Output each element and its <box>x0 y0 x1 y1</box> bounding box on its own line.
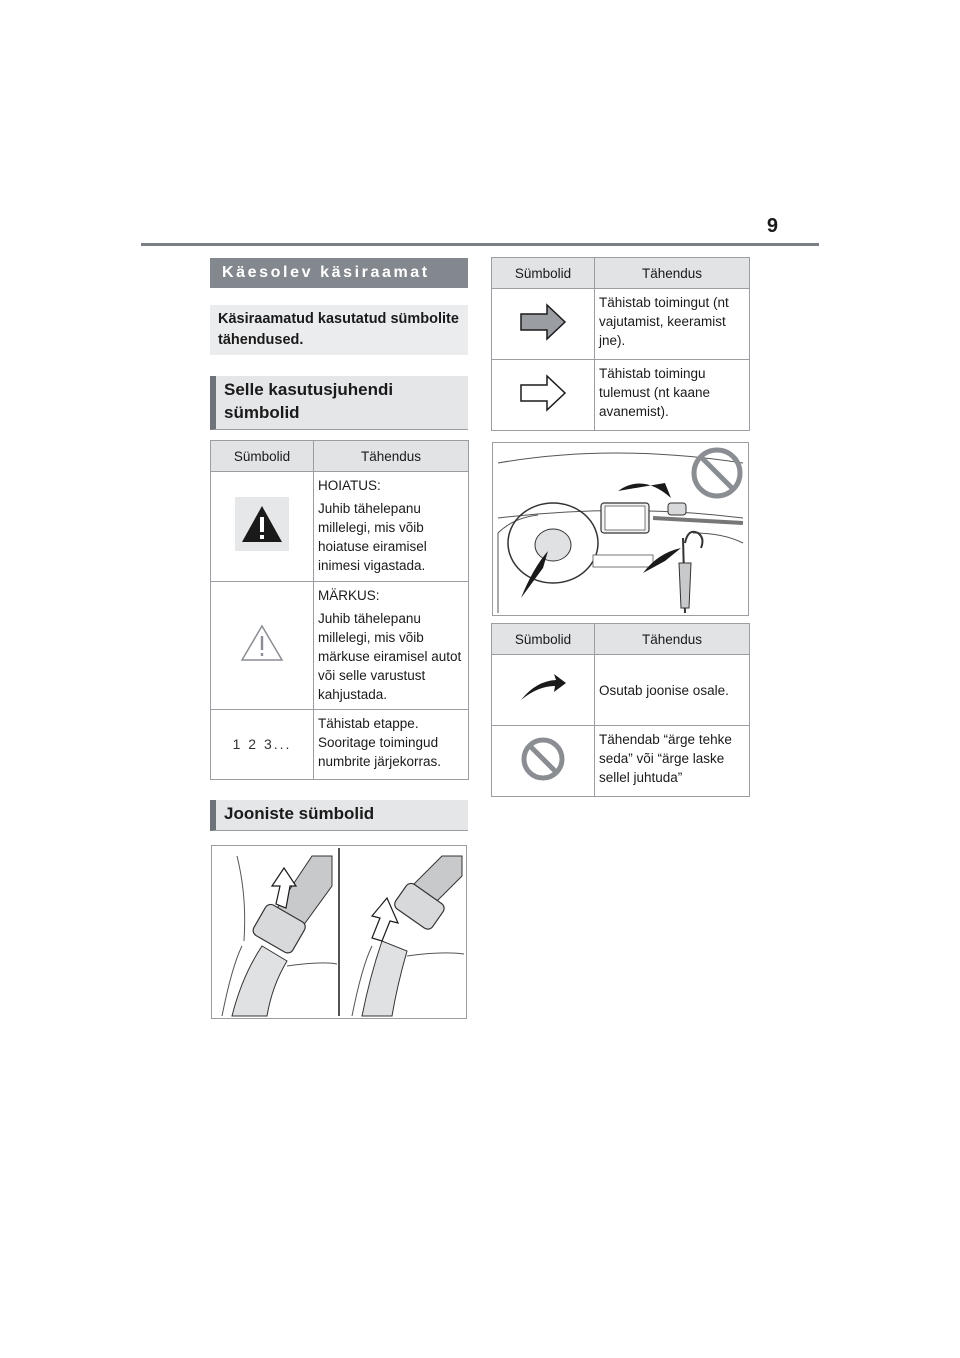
table-row <box>492 360 750 431</box>
seatbelt-drawing <box>212 846 466 1018</box>
step-numbers-icon: 1 2 3... <box>232 736 292 752</box>
pointer-curved-arrow-icon <box>518 673 568 703</box>
table-header-meaning: Tähendus <box>595 258 750 289</box>
dashboard-illustration <box>492 442 749 616</box>
intro-text: Käsiraamatud kasutatud sümbolite tähendused. <box>210 305 468 355</box>
row-description: Osutab joonise osale. <box>599 682 729 698</box>
row-description: Juhib tähelepanu millelegi, mis võib hoiatuse eiramisel inimesi vigastada. <box>318 501 427 573</box>
page-number: 9 <box>766 215 778 237</box>
table-header-symbol: Sümbolid <box>211 441 314 472</box>
table-row <box>492 726 750 797</box>
warning-filled-icon <box>235 497 289 551</box>
row-label: HOIATUS: <box>318 478 381 493</box>
header-rule <box>141 243 819 246</box>
table-row <box>211 582 469 710</box>
drawing-symbols-table <box>491 257 750 431</box>
row-description: Tähendab “ärge tehke seda” või “ärge laske sellel juhtuda” <box>599 732 732 785</box>
table-row <box>492 289 750 360</box>
table-header-symbol: Sümbolid <box>492 258 595 289</box>
row-label: MÄRKUS: <box>318 588 380 603</box>
table-row <box>211 710 469 780</box>
seatbelt-illustration <box>211 845 467 1019</box>
row-description: Tähistab toimingut (nt vajutamist, keeramist jne). <box>599 295 729 348</box>
prohibition-icon <box>519 735 567 783</box>
table-row <box>492 655 750 726</box>
pointer-symbols-table <box>491 623 750 797</box>
subsection-heading-symbols <box>210 376 468 430</box>
table-row <box>211 472 469 582</box>
row-description: Tähistab etappe. Sooritage toimingud numbrite järjekorras. <box>318 716 442 769</box>
row-description: Tähistab toimingu tulemust (nt kaane avanemist). <box>599 366 711 419</box>
subsection-heading-drawings: Jooniste sümbolid <box>210 800 468 831</box>
notice-outline-icon <box>239 623 285 663</box>
symbols-table <box>210 440 469 780</box>
table-header-symbol: Sümbolid <box>492 624 595 655</box>
subsection-title-line1: Selle kasutusjuhendi <box>224 380 394 399</box>
dashboard-drawing <box>493 443 748 615</box>
action-arrow-filled-icon <box>519 303 567 341</box>
table-header-meaning: Tähendus <box>314 441 469 472</box>
row-description: Juhib tähelepanu millelegi, mis võib märkuse eiramisel autot või selle varustust kahjustada. <box>318 611 462 702</box>
subsection-title-line2: sümbolid <box>224 403 300 422</box>
section-title: Käesolev käsiraamat <box>210 258 468 288</box>
table-header-meaning: Tähendus <box>595 624 750 655</box>
result-arrow-outline-icon <box>519 374 567 412</box>
